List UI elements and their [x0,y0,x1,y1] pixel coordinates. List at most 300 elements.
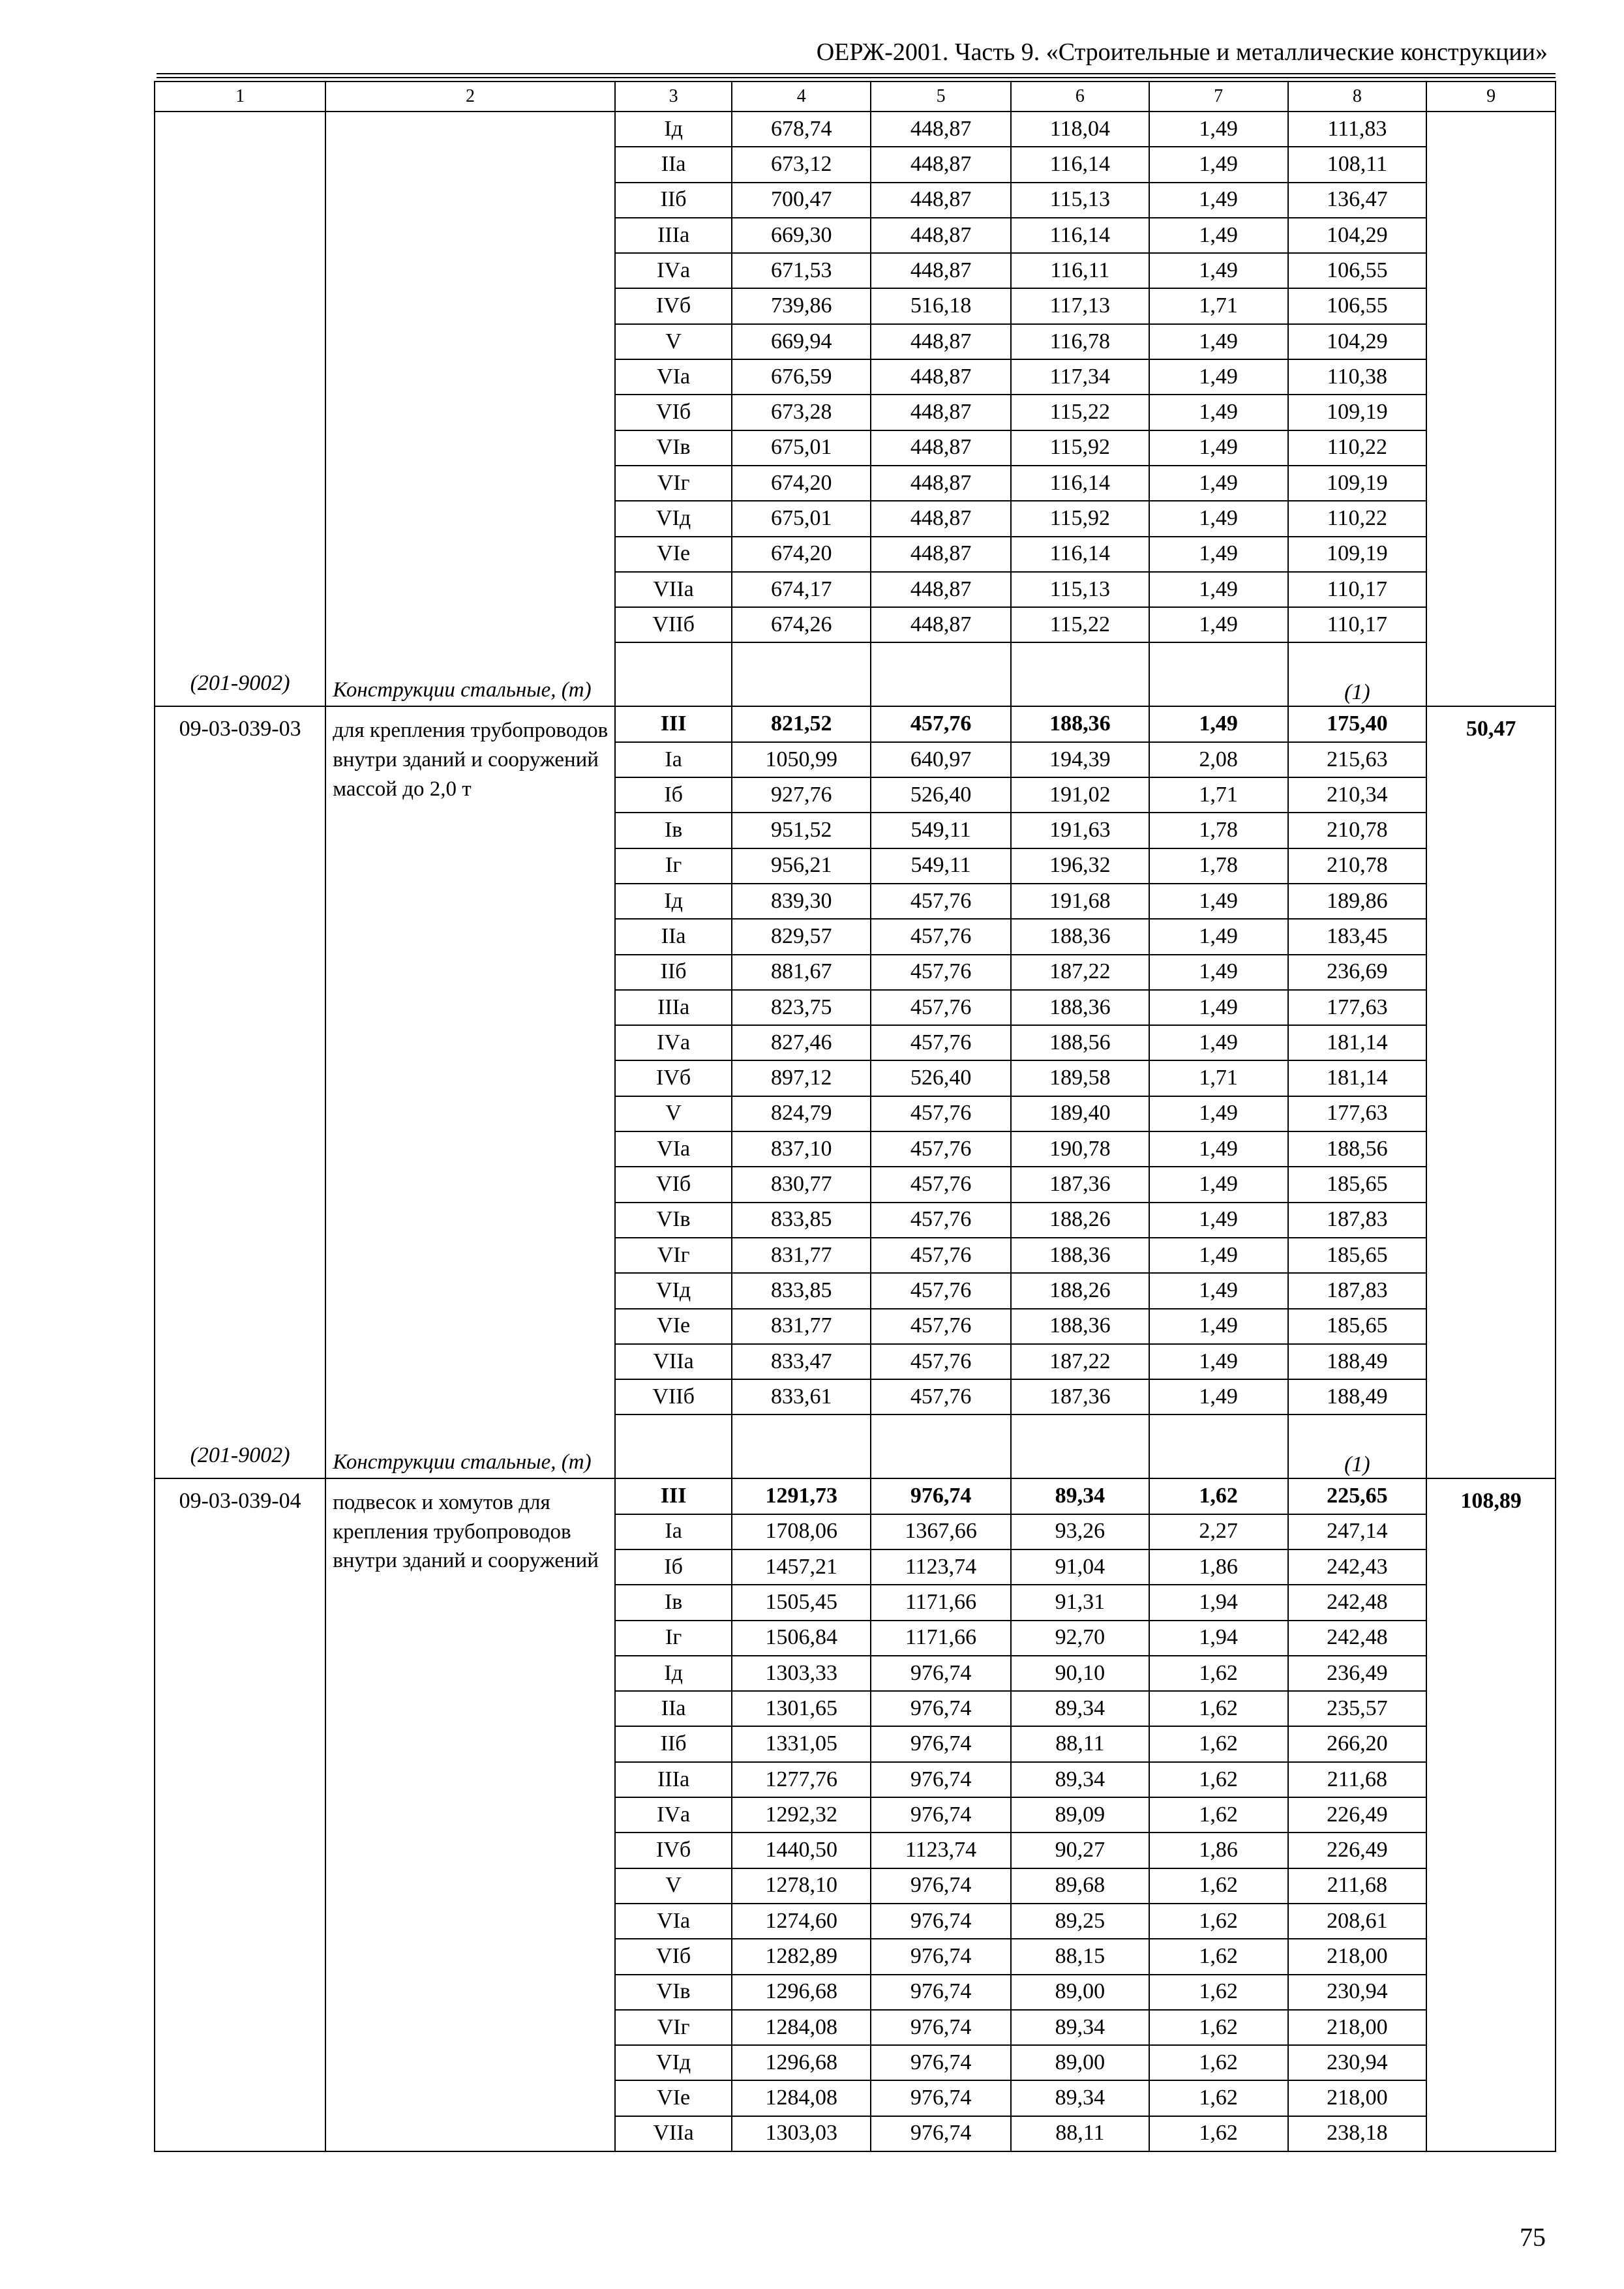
value-cell: 457,76 [871,706,1011,741]
value-cell: 115,92 [1011,430,1149,466]
zone-cell: Iа [615,742,732,777]
value-cell: 236,69 [1288,955,1427,990]
page-number: 75 [1520,2222,1546,2252]
empty-cell [1011,642,1149,706]
value-cell: 821,52 [732,706,871,741]
zone-cell: Iб [615,1549,732,1585]
value-cell: 837,10 [732,1131,871,1167]
value-cell: 839,30 [732,884,871,919]
value-cell: 927,76 [732,777,871,813]
value-cell: 1,62 [1149,1656,1288,1691]
value-cell: 181,14 [1288,1025,1427,1060]
value-cell: 457,76 [871,1238,1011,1273]
value-cell: 1,49 [1149,1273,1288,1308]
empty-cell [615,1414,732,1478]
value-cell: 1,49 [1149,218,1288,253]
value-cell: 89,25 [1011,1904,1149,1939]
value-cell: 678,74 [732,112,871,147]
value-cell: 235,57 [1288,1691,1427,1726]
work-description: подвесок и хомутов для крепления трубопроводов внутри зданий и сооружений [333,1491,599,1573]
value-cell: 1050,99 [732,742,871,777]
resource-quantity-cell [1288,1414,1427,1478]
value-cell: 1506,84 [732,1621,871,1656]
value-cell: 1,49 [1149,1025,1288,1060]
work-description-cell [325,112,615,706]
value-cell: 188,49 [1288,1379,1427,1414]
empty-cell [1149,642,1288,706]
value-cell: 236,49 [1288,1656,1427,1691]
zone-cell: IIб [615,1726,732,1761]
value-cell: 110,17 [1288,607,1427,642]
value-cell: 1457,21 [732,1549,871,1585]
labor-cost-cell: 108,89 [1426,1478,1556,2151]
column-number: 5 [871,82,1011,112]
value-cell: 188,36 [1011,990,1149,1025]
value-cell: 187,22 [1011,1344,1149,1379]
value-cell: 89,34 [1011,2080,1149,2116]
value-cell: 457,76 [871,990,1011,1025]
value-cell: 230,94 [1288,1975,1427,2010]
value-cell: 516,18 [871,288,1011,323]
value-cell: 211,68 [1288,1762,1427,1797]
value-cell: 448,87 [871,359,1011,395]
value-cell: 1,49 [1149,1344,1288,1379]
zone-cell: IIб [615,955,732,990]
value-cell: 226,49 [1288,1833,1427,1868]
resource-code: (201-9002) [190,1443,290,1467]
zone-cell: Iб [615,777,732,813]
value-cell: 226,49 [1288,1797,1427,1833]
zone-cell: VIа [615,1904,732,1939]
value-cell: 1171,66 [871,1585,1011,1620]
labor-cost-cell: 50,47 [1426,706,1556,1478]
value-cell: 109,19 [1288,395,1427,430]
value-cell: 1,49 [1149,884,1288,919]
value-cell: 109,19 [1288,537,1427,572]
value-cell: 89,34 [1011,1762,1149,1797]
value-cell: 833,47 [732,1344,871,1379]
value-cell: 1,62 [1149,1762,1288,1797]
value-cell: 1292,32 [732,1797,871,1833]
value-cell: 116,11 [1011,253,1149,288]
value-cell: 448,87 [871,501,1011,536]
value-cell: 1,62 [1149,1868,1288,1904]
value-cell: 976,74 [871,1797,1011,1833]
value-cell: 1,49 [1149,1167,1288,1202]
value-cell: 115,13 [1011,572,1149,607]
value-cell: 448,87 [871,147,1011,182]
value-cell: 976,74 [871,1762,1011,1797]
value-cell: 1,78 [1149,813,1288,848]
value-cell: 830,77 [732,1167,871,1202]
zone-cell: V [615,1096,732,1131]
value-cell: 448,87 [871,537,1011,572]
column-number: 4 [732,82,871,112]
value-cell: 210,34 [1288,777,1427,813]
value-cell: 190,78 [1011,1131,1149,1167]
value-cell: 448,87 [871,395,1011,430]
value-cell: 1,71 [1149,777,1288,813]
zone-cell: VIд [615,1273,732,1308]
table-row [155,112,1556,147]
value-cell: 976,74 [871,1691,1011,1726]
value-cell: 1331,05 [732,1726,871,1761]
value-cell: 457,76 [871,1309,1011,1344]
value-cell: 1,49 [1149,466,1288,501]
value-cell: 1,49 [1149,1309,1288,1344]
value-cell: 188,26 [1011,1273,1149,1308]
value-cell: 115,22 [1011,395,1149,430]
value-cell: 671,53 [732,253,871,288]
value-cell: 185,65 [1288,1167,1427,1202]
value-cell: 108,11 [1288,147,1427,182]
work-description-cell [325,706,615,1478]
value-cell: 115,92 [1011,501,1149,536]
value-cell: 187,83 [1288,1203,1427,1238]
rate-code-cell [155,1478,325,2151]
value-cell: 1,62 [1149,2080,1288,2116]
resource-code: (201-9002) [190,670,290,695]
value-cell: 1,49 [1149,395,1288,430]
table-row [155,706,1556,741]
value-cell: 1505,45 [732,1585,871,1620]
zone-cell: VIа [615,1131,732,1167]
value-cell: 115,13 [1011,183,1149,218]
value-cell: 457,76 [871,1167,1011,1202]
empty-cell [1149,1414,1288,1478]
value-cell: 1,49 [1149,1096,1288,1131]
value-cell: 976,74 [871,2116,1011,2151]
value-cell: 1,62 [1149,2116,1288,2151]
value-cell: 2,08 [1149,742,1288,777]
value-cell: 189,86 [1288,884,1427,919]
value-cell: 976,74 [871,1868,1011,1904]
value-cell: 88,11 [1011,1726,1149,1761]
column-number: 2 [325,82,615,112]
value-cell: 106,55 [1288,253,1427,288]
value-cell: 90,10 [1011,1656,1149,1691]
zone-cell: VIг [615,1238,732,1273]
value-cell: 976,74 [871,2045,1011,2080]
zone-cell: III [615,1478,732,1514]
value-cell: 823,75 [732,990,871,1025]
empty-cell [732,1414,871,1478]
value-cell: 1284,08 [732,2080,871,2116]
value-cell: 218,00 [1288,2010,1427,2045]
value-cell: 976,74 [871,2080,1011,2116]
resource-quantity: (1) [1344,1452,1370,1476]
value-cell: 89,00 [1011,1975,1149,2010]
zone-cell: IIа [615,1691,732,1726]
zone-cell: Iв [615,1585,732,1620]
value-cell: 1123,74 [871,1549,1011,1585]
value-cell: 187,36 [1011,1167,1149,1202]
zone-cell: VIIб [615,1379,732,1414]
work-description: для крепления трубопроводов внутри зданий и сооружений массой до 2,0 т [333,719,609,801]
value-cell: 1303,03 [732,2116,871,2151]
page-header [157,35,1556,74]
value-cell: 1296,68 [732,1975,871,2010]
value-cell: 117,13 [1011,288,1149,323]
value-cell: 116,14 [1011,537,1149,572]
value-cell: 187,22 [1011,955,1149,990]
value-cell: 1291,73 [732,1478,871,1514]
value-cell: 185,65 [1288,1238,1427,1273]
value-cell: 242,43 [1288,1549,1427,1585]
value-cell: 1282,89 [732,1939,871,1974]
value-cell: 1171,66 [871,1621,1011,1656]
value-cell: 187,36 [1011,1379,1149,1414]
zone-cell: IVа [615,253,732,288]
labor-cost-cell [1426,112,1556,706]
value-cell: 1,49 [1149,1238,1288,1273]
empty-cell [1011,1414,1149,1478]
value-cell: 1440,50 [732,1833,871,1868]
value-cell: 1,71 [1149,1060,1288,1096]
value-cell: 1,49 [1149,537,1288,572]
value-cell: 976,74 [871,1939,1011,1974]
value-cell: 210,78 [1288,813,1427,848]
value-cell: 457,76 [871,1203,1011,1238]
value-cell: 1,49 [1149,147,1288,182]
value-cell: 448,87 [871,183,1011,218]
rate-code: 09-03-039-03 [179,717,301,741]
value-cell: 230,94 [1288,2045,1427,2080]
value-cell: 700,47 [732,183,871,218]
value-cell: 976,74 [871,1656,1011,1691]
zone-cell: Iд [615,112,732,147]
value-cell: 1,49 [1149,1379,1288,1414]
value-cell: 89,34 [1011,2010,1149,2045]
value-cell: 1,49 [1149,359,1288,395]
value-cell: 448,87 [871,607,1011,642]
value-cell: 1,49 [1149,430,1288,466]
value-cell: 175,40 [1288,706,1427,741]
value-cell: 104,29 [1288,324,1427,359]
value-cell: 526,40 [871,777,1011,813]
rate-code-cell [155,112,325,706]
value-cell: 1,49 [1149,919,1288,954]
zone-cell: VIг [615,2010,732,2045]
zone-cell: VIе [615,2080,732,2116]
value-cell: 1,94 [1149,1621,1288,1656]
value-cell: 669,30 [732,218,871,253]
value-cell: 208,61 [1288,1904,1427,1939]
value-cell: 196,32 [1011,848,1149,884]
value-cell: 673,28 [732,395,871,430]
value-cell: 115,22 [1011,607,1149,642]
value-cell: 188,56 [1288,1131,1427,1167]
zone-cell: IIIа [615,1762,732,1797]
value-cell: 1303,33 [732,1656,871,1691]
value-cell: 976,74 [871,2010,1011,2045]
zone-cell: Iг [615,848,732,884]
zone-cell: IIIа [615,218,732,253]
empty-cell [871,1414,1011,1478]
value-cell: 549,11 [871,813,1011,848]
column-number: 9 [1426,82,1556,112]
value-cell: 675,01 [732,430,871,466]
value-cell: 976,74 [871,1726,1011,1761]
value-cell: 1,49 [1149,706,1288,741]
value-cell: 92,70 [1011,1621,1149,1656]
value-cell: 91,04 [1011,1549,1149,1585]
value-cell: 242,48 [1288,1585,1427,1620]
resource-quantity-cell [1288,642,1427,706]
value-cell: 676,59 [732,359,871,395]
value-cell: 1284,08 [732,2010,871,2045]
value-cell: 136,47 [1288,183,1427,218]
value-cell: 831,77 [732,1238,871,1273]
zone-cell: VIа [615,359,732,395]
value-cell: 188,56 [1011,1025,1149,1060]
value-cell: 1367,66 [871,1514,1011,1549]
zone-cell: IIIа [615,990,732,1025]
value-cell: 1,62 [1149,1478,1288,1514]
column-number: 3 [615,82,732,112]
value-cell: 1,49 [1149,1131,1288,1167]
table-body [155,82,1556,2151]
empty-cell [615,642,732,706]
value-cell: 210,78 [1288,848,1427,884]
zone-cell: IIб [615,183,732,218]
value-cell: 1278,10 [732,1868,871,1904]
value-cell: 104,29 [1288,218,1427,253]
column-number: 1 [155,82,325,112]
column-number: 6 [1011,82,1149,112]
column-number: 8 [1288,82,1427,112]
value-cell: 448,87 [871,253,1011,288]
column-number-row [155,82,1556,112]
value-cell: 674,20 [732,537,871,572]
value-cell: 1,62 [1149,1975,1288,2010]
value-cell: 211,68 [1288,1868,1427,1904]
value-cell: 675,01 [732,501,871,536]
zone-cell: VIе [615,537,732,572]
value-cell: 111,83 [1288,112,1427,147]
value-cell: 457,76 [871,884,1011,919]
value-cell: 457,76 [871,1096,1011,1131]
value-cell: 191,68 [1011,884,1149,919]
value-cell: 833,85 [732,1203,871,1238]
value-cell: 673,12 [732,147,871,182]
value-cell: 1296,68 [732,2045,871,2080]
value-cell: 448,87 [871,218,1011,253]
zone-cell: VIб [615,1939,732,1974]
value-cell: 448,87 [871,112,1011,147]
value-cell: 824,79 [732,1096,871,1131]
value-cell: 89,09 [1011,1797,1149,1833]
zone-cell: Iд [615,1656,732,1691]
value-cell: 457,76 [871,1344,1011,1379]
value-cell: 191,02 [1011,777,1149,813]
empty-cell [732,642,871,706]
value-cell: 1,94 [1149,1585,1288,1620]
value-cell: 956,21 [732,848,871,884]
zone-cell: IVб [615,1833,732,1868]
value-cell: 89,34 [1011,1478,1149,1514]
value-cell: 448,87 [871,324,1011,359]
value-cell: 110,17 [1288,572,1427,607]
value-cell: 177,63 [1288,1096,1427,1131]
value-cell: 118,04 [1011,112,1149,147]
value-cell: 1,49 [1149,253,1288,288]
value-cell: 91,31 [1011,1585,1149,1620]
zone-cell: IIа [615,919,732,954]
value-cell: 1,49 [1149,607,1288,642]
zone-cell: Iв [615,813,732,848]
zone-cell: VIб [615,395,732,430]
value-cell: 218,00 [1288,1939,1427,1974]
zone-cell: IVа [615,1797,732,1833]
value-cell: 833,61 [732,1379,871,1414]
value-cell: 1,49 [1149,324,1288,359]
value-cell: 177,63 [1288,990,1427,1025]
value-cell: 833,85 [732,1273,871,1308]
zone-cell: III [615,706,732,741]
value-cell: 951,52 [732,813,871,848]
resource-quantity: (1) [1344,680,1370,704]
value-cell: 191,63 [1011,813,1149,848]
zone-cell: VIв [615,1975,732,2010]
value-cell: 831,77 [732,1309,871,1344]
zone-cell: VIб [615,1167,732,1202]
value-cell: 457,76 [871,1025,1011,1060]
value-cell: 188,36 [1011,1238,1149,1273]
value-cell: 881,67 [732,955,871,990]
value-cell: 457,76 [871,1379,1011,1414]
value-cell: 1,62 [1149,1939,1288,1974]
value-cell: 116,14 [1011,218,1149,253]
value-cell: 669,94 [732,324,871,359]
value-cell: 1,86 [1149,1549,1288,1585]
value-cell: 215,63 [1288,742,1427,777]
value-cell: 242,48 [1288,1621,1427,1656]
value-cell: 1,62 [1149,1726,1288,1761]
value-cell: 1,62 [1149,1691,1288,1726]
value-cell: 183,45 [1288,919,1427,954]
zone-cell: IIа [615,147,732,182]
zone-cell: IVа [615,1025,732,1060]
value-cell: 181,14 [1288,1060,1427,1096]
value-cell: 448,87 [871,430,1011,466]
value-cell: 674,20 [732,466,871,501]
value-cell: 116,14 [1011,466,1149,501]
value-cell: 976,74 [871,1975,1011,2010]
zone-cell: Iг [615,1621,732,1656]
value-cell: 1,78 [1149,848,1288,884]
value-cell: 1,49 [1149,572,1288,607]
value-cell: 1,86 [1149,1833,1288,1868]
value-cell: 1708,06 [732,1514,871,1549]
value-cell: 188,36 [1011,706,1149,741]
value-cell: 1123,74 [871,1833,1011,1868]
value-cell: 188,26 [1011,1203,1149,1238]
value-cell: 640,97 [871,742,1011,777]
value-cell: 194,39 [1011,742,1149,777]
value-cell: 674,26 [732,607,871,642]
value-cell: 827,46 [732,1025,871,1060]
value-cell: 1,62 [1149,1797,1288,1833]
zone-cell: VIIа [615,572,732,607]
zone-cell: V [615,1868,732,1904]
value-cell: 89,34 [1011,1691,1149,1726]
zone-cell: VIIа [615,1344,732,1379]
zone-cell: IVб [615,288,732,323]
value-cell: 1,49 [1149,183,1288,218]
value-cell: 188,49 [1288,1344,1427,1379]
value-cell: 109,19 [1288,466,1427,501]
